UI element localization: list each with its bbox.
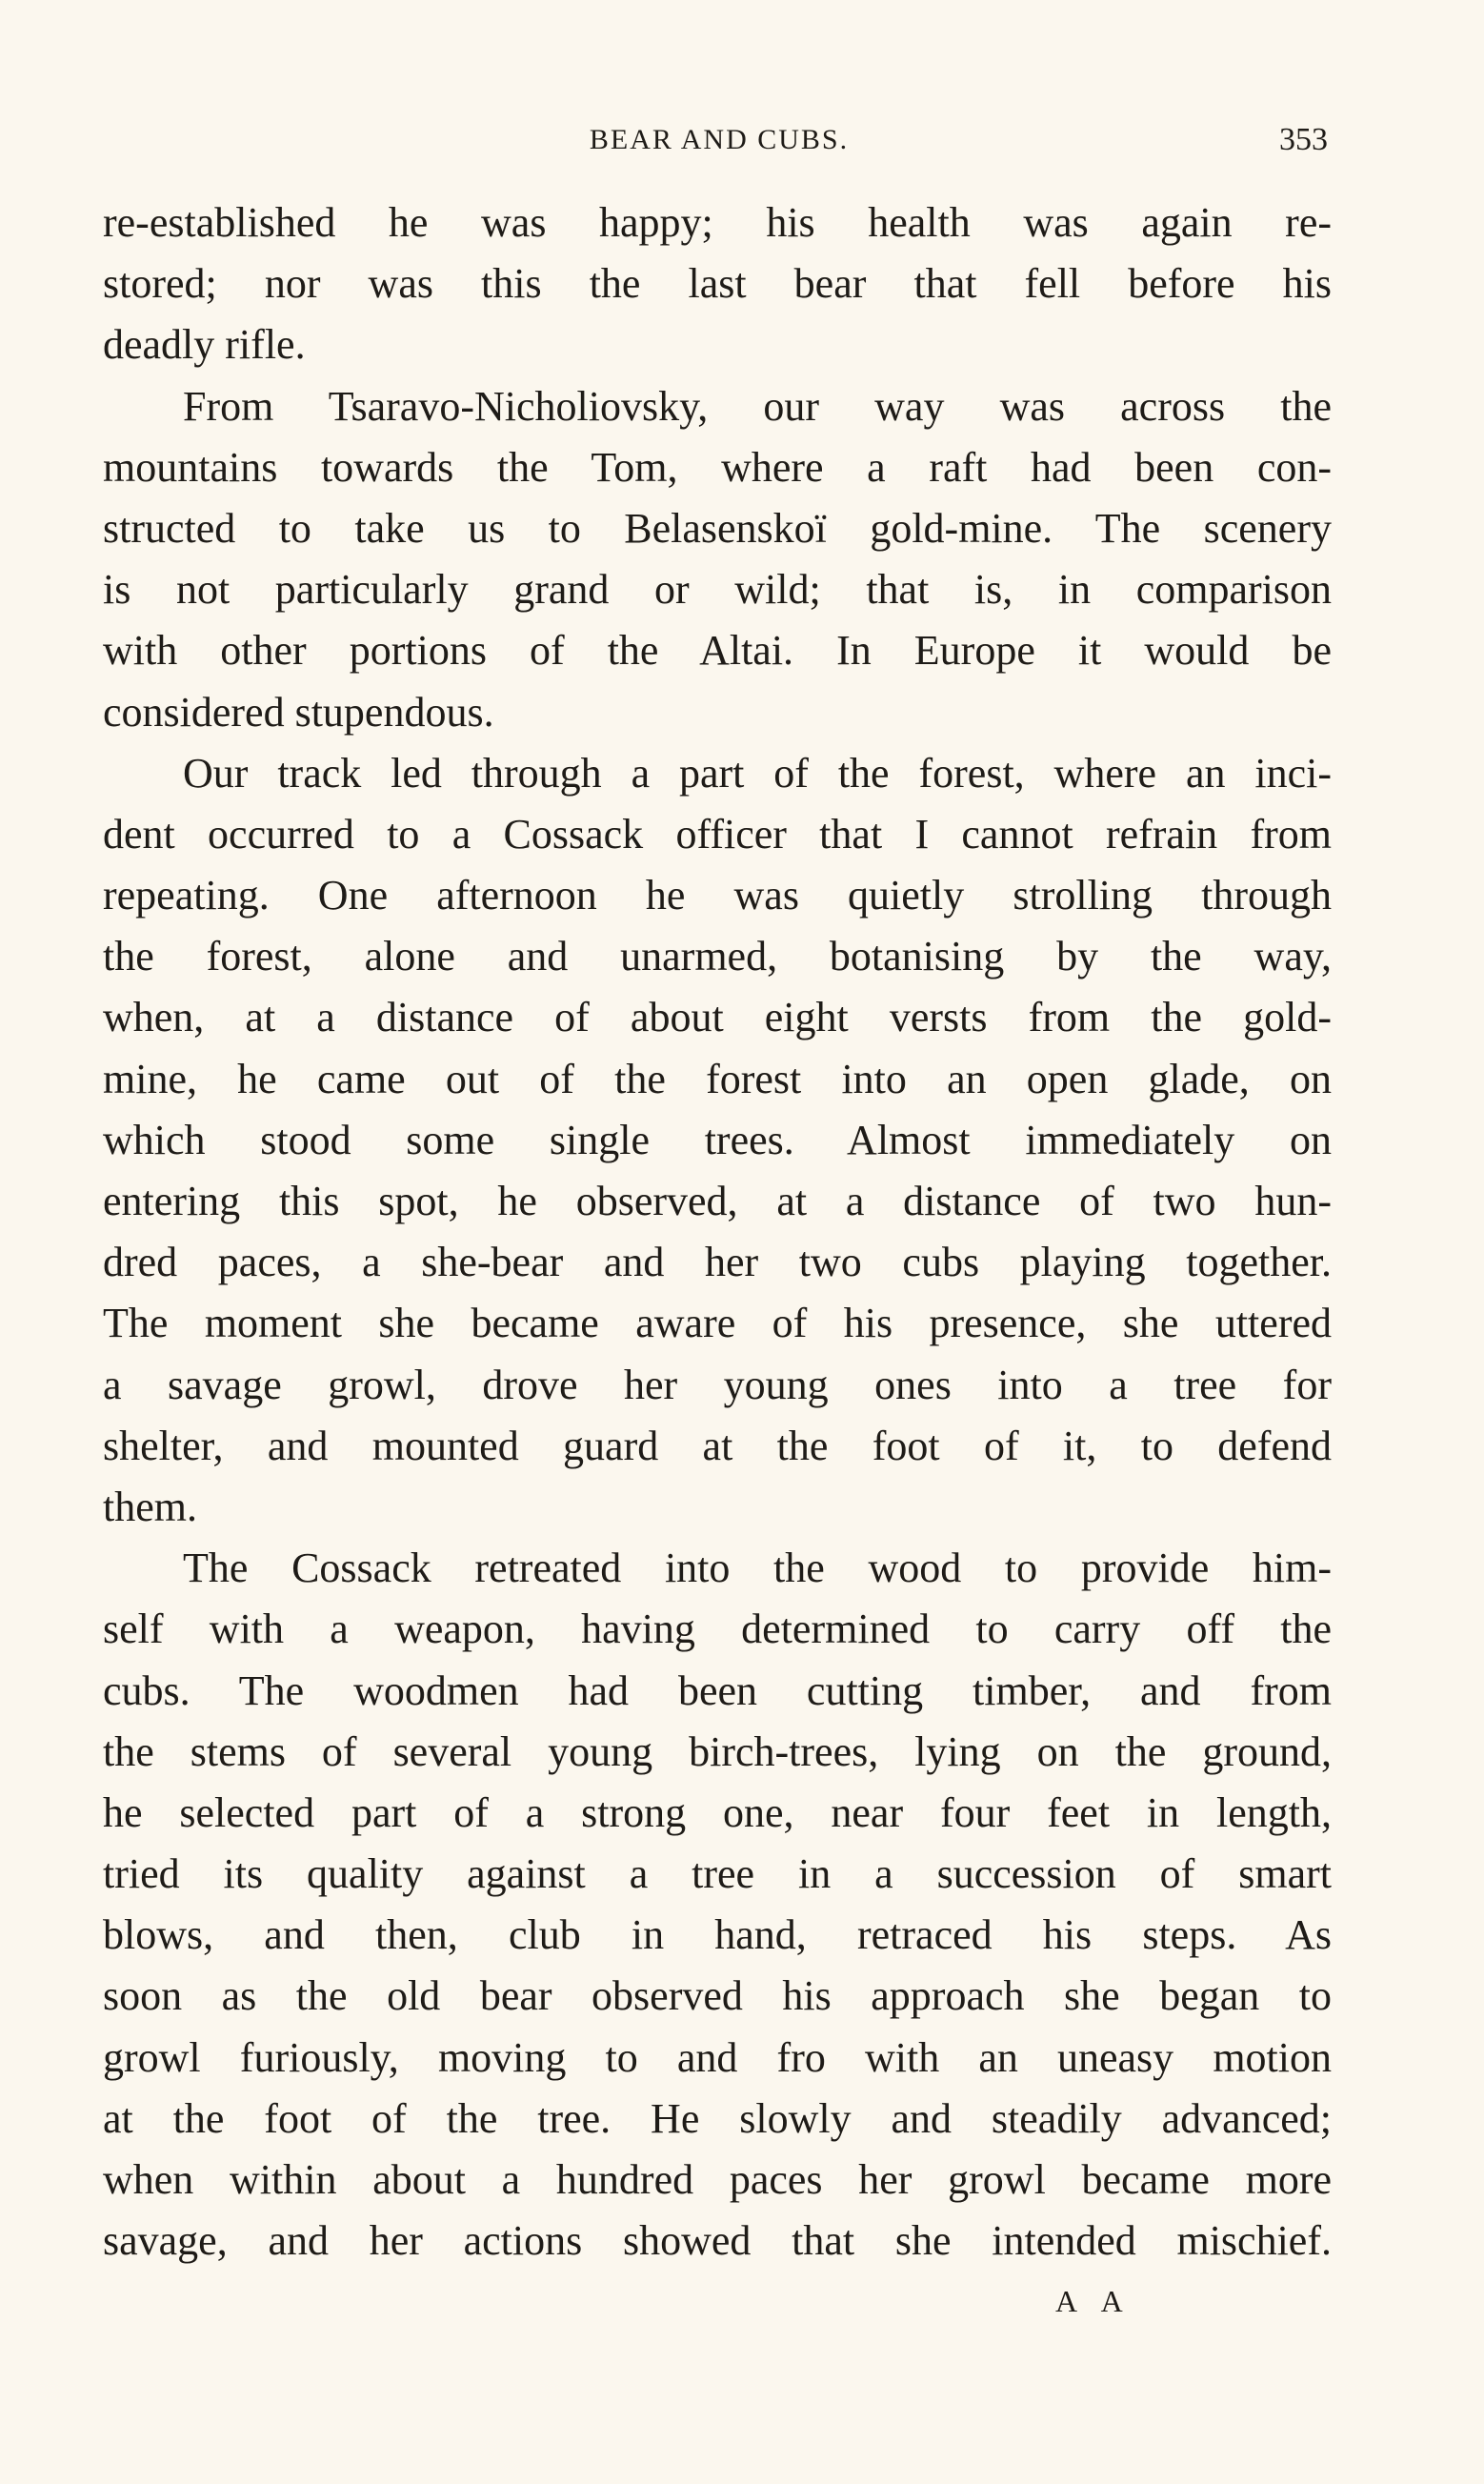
text-line: blows, and then, club in hand, retraced his steps. As (103, 1911, 1332, 1959)
text-line: when within about a hundred paces her growl became more (103, 2156, 1332, 2203)
text-line: considered stupendous. (103, 688, 494, 736)
text-line: tried its quality against a tree in a succession of smart (103, 1850, 1332, 1898)
text-line: entering this spot, he observed, at a distance of two hun- (103, 1178, 1332, 1224)
text-line: deadly rifle. (103, 321, 306, 369)
running-title: BEAR AND CUBS. (589, 124, 850, 155)
text-line: which stood some single trees. Almost immediately on (103, 1116, 1332, 1163)
text-line: cubs. The woodmen had been cutting timber, and from (103, 1666, 1332, 1714)
text-line: at the foot of the tree. He slowly and steadily advanced; (103, 2094, 1332, 2142)
text-line: dent occurred to a Cossack officer that I cannot refrain from (103, 810, 1332, 858)
text-line: them. (103, 1483, 197, 1530)
text-line: the stems of several young birch-trees, lying on the ground, (103, 1727, 1332, 1775)
text-line: From Tsaravo-Nicholiovsky, our way was across the (183, 382, 1332, 430)
text-line: growl furiously, moving to and fro with an uneasy motion (103, 2033, 1332, 2081)
page-number: 353 (1279, 122, 1328, 157)
body-text (103, 192, 1332, 2272)
signature-mark: A A (1055, 2284, 1133, 2318)
text-line: Our track led through a part of the forest, where an inci- (183, 749, 1332, 797)
text-line: The moment she became aware of his presence, she uttered (103, 1300, 1332, 1347)
text-line: The Cossack retreated into the wood to provide him- (183, 1545, 1332, 1592)
text-line: self with a weapon, having determined to carry off the (103, 1606, 1332, 1653)
text-line: is not particularly grand or wild; that is, in comparison (103, 566, 1332, 614)
text-line: mine, he came out of the forest into an open glade, on (103, 1055, 1332, 1102)
text-line: soon as the old bear observed his approach she began to (103, 1972, 1332, 2020)
text-line: stored; nor was this the last bear that fell before his (103, 260, 1332, 308)
text-line: the forest, alone and unarmed, botanising by the way, (103, 933, 1332, 980)
text-line: shelter, and mounted guard at the foot of it, to defend (103, 1422, 1332, 1469)
text-line: with other portions of the Altai. In Europe it would be (103, 627, 1332, 675)
text-line: structed to take us to Belasenskoï gold-mine. The scenery (103, 504, 1332, 552)
text-line: a savage growl, drove her young ones into a tree for (103, 1361, 1332, 1408)
text-line: re-established he was happy; his health was again re- (103, 199, 1332, 246)
text-line: savage, and her actions showed that she intended mischief. (103, 2217, 1332, 2265)
text-line: dred paces, a she-bear and her two cubs playing together. (103, 1239, 1332, 1286)
text-line: repeating. One afternoon he was quietly strolling through (103, 872, 1332, 919)
running-head (103, 116, 1335, 164)
text-line: when, at a distance of about eight versts from the gold- (103, 994, 1332, 1041)
text-line: he selected part of a strong one, near four feet in length, (103, 1788, 1332, 1836)
text-line: mountains towards the Tom, where a raft had been con- (103, 443, 1332, 491)
